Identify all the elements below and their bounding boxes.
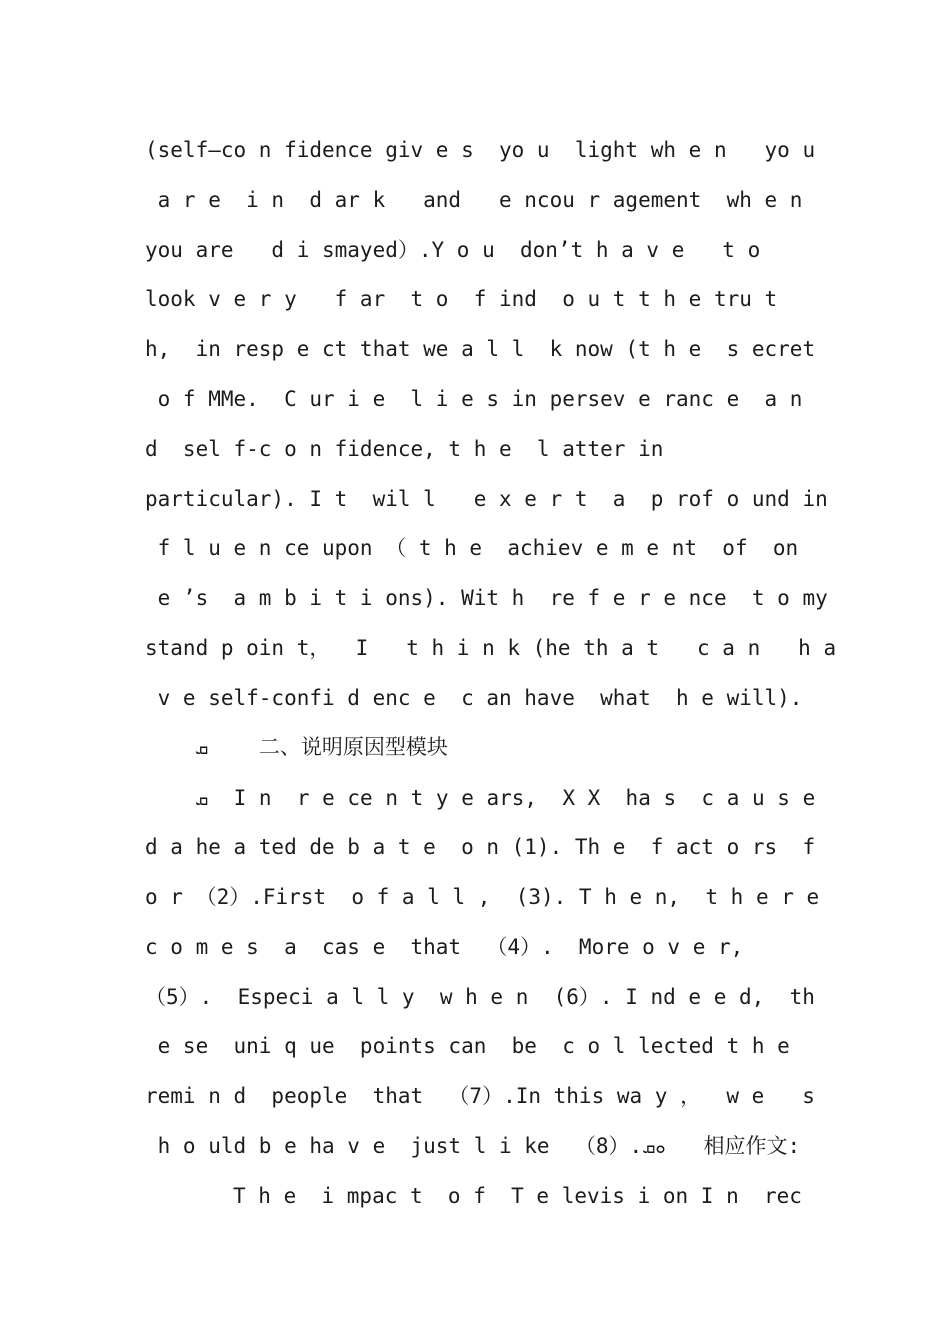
essay-first-line: T h e i mpac t o f T e levis i on I n rec bbox=[233, 1184, 802, 1208]
template-text-line: o r （2）.First o f a l l , (3). T h e n, t h e r e bbox=[145, 885, 820, 909]
section-mark: ܩ bbox=[195, 738, 209, 759]
body-text-line: a r e i n d ar k and e ncou r agement wh e n bbox=[145, 188, 803, 212]
template-text-line: （5）. Especi a l l y w h e n (6）. I nd e e d, th bbox=[145, 985, 815, 1009]
body-text-line: particular). I t wil l e x e r t a p rof o und in bbox=[145, 487, 828, 511]
body-text-line: look v e r y f ar t o f ind o u t t h e tru t bbox=[145, 287, 778, 311]
body-text-line: v e self-confi d enc e c an have what h e will). bbox=[145, 686, 803, 710]
body-text-line: h, in resp e ct that we a l l k now (t h e s ecret bbox=[145, 337, 816, 361]
essay-mark: ܘܩ bbox=[642, 1137, 666, 1158]
body-text-line: e ’s a m b i t i ons). Wit h re f e r e nce t o my bbox=[145, 586, 828, 610]
body-text-line: d sel f-c o n fidence, t h e l atter in bbox=[145, 437, 664, 461]
section-heading-row bbox=[195, 732, 448, 764]
body-text-line: you are d i smayed）.Y o u don’t h a v e t o bbox=[145, 238, 761, 262]
template-last-line: h o uld b e ha v e just l i ke （8）.ܘܩ 相应作文: bbox=[145, 1134, 801, 1158]
essay-label: 相应作文: bbox=[703, 1134, 801, 1158]
section-heading: 二、说明原因型模块 bbox=[258, 735, 448, 759]
body-text-line: o f MMe. C ur i e l i e s in persev e ranc e a n bbox=[145, 387, 803, 411]
template-mark: ܩ bbox=[195, 789, 209, 810]
template-text-line: c o m e s a cas e that （4）. More o v e r, bbox=[145, 935, 744, 959]
body-text-line: f l u e n ce upon （ t h e achiev e m e nt of on bbox=[145, 536, 799, 560]
template-text-line: remi n d people that （7）.In this wa y ， w e s bbox=[145, 1084, 815, 1108]
template-text-line: e se uni q ue points can be c o l lected t h e bbox=[145, 1034, 790, 1058]
body-text-line: (self—co n fidence giv e s yo u light wh e n yo u bbox=[145, 138, 816, 162]
template-text-line: d a he a ted de b a t e o n (1). Th e f act o rs f bbox=[145, 835, 816, 859]
template-first-line: ܩ I n r e ce n t y e ars, X X ha s c a u s e bbox=[195, 786, 816, 810]
body-text-line: stand p oin t， I t h i n k (he th a t c a n h a bbox=[145, 636, 837, 660]
